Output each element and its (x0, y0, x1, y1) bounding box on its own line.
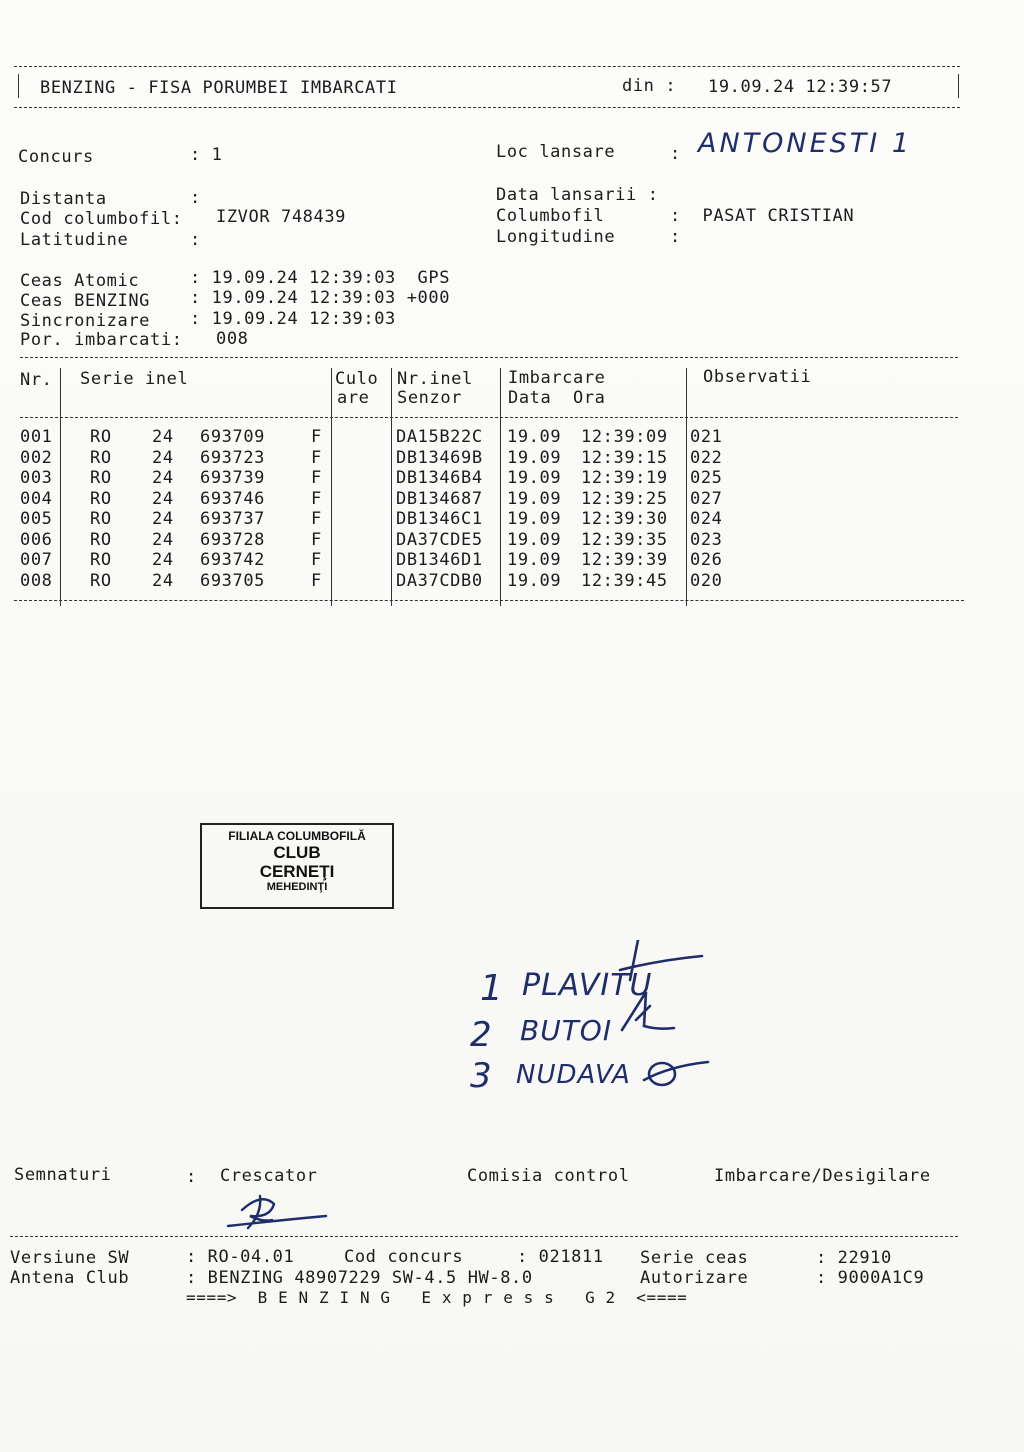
th-imbarcare-1: Imbarcare (508, 368, 606, 388)
cod-concurs-label: Cod concurs (344, 1247, 464, 1267)
row-inel-cell: 693709 (200, 427, 266, 447)
header-left-border (18, 74, 19, 98)
loc-lansare-handwritten: ANTONESTI 1 (698, 128, 913, 159)
concurs-value: : 1 (190, 145, 223, 165)
loc-lansare-label: Loc lansare (496, 142, 616, 162)
row-senzor-cell: DA37CDE5 (396, 529, 483, 550)
row-nr-cell: 001 (20, 427, 53, 447)
col-divider-culoare (391, 368, 392, 606)
row-ora-cell: 12:39:35 (581, 529, 668, 550)
row-sex-cell: F (311, 509, 322, 529)
row-senzor-cell: DB1346B4 (396, 468, 483, 488)
row-an-cell: 24 (152, 447, 174, 468)
col-divider-nr (60, 368, 61, 606)
row-nr-cell: 002 (20, 447, 53, 468)
columbofil-value: : PASAT CRISTIAN (670, 206, 855, 226)
serie-ceas-label: Serie ceas (640, 1248, 749, 1268)
row-inel-cell: 693728 (200, 529, 266, 550)
document-title: BENZING - FISA PORUMBEI IMBARCATI (40, 78, 398, 98)
row-ora-cell: 12:39:25 (581, 488, 668, 509)
por-imbarcati-label: Por. imbarcati: (20, 330, 183, 350)
row-senzor-cell: DB13469B (396, 447, 483, 468)
note-1-number: 1 (480, 968, 503, 1009)
club-stamp (200, 823, 394, 909)
row-senzor-cell: DB1346C1 (396, 509, 483, 529)
row-inel-cell: 693746 (200, 488, 266, 509)
cod-concurs-value: : 021811 (517, 1247, 604, 1267)
row-data-cell: 19.09 (507, 570, 562, 591)
row-tara-cell: RO (90, 509, 112, 529)
por-imbarcati-value: 008 (216, 329, 249, 349)
th-culoare-1: Culo (335, 369, 379, 389)
note-2-text: BUTOI (520, 1014, 613, 1047)
table-top-border (20, 357, 958, 358)
row-senzor-cell: DB1346D1 (396, 550, 483, 570)
ceas-benzing-label: Ceas BENZING (20, 291, 151, 311)
th-culoare-2: are (337, 388, 370, 408)
sincronizare-label: Sincronizare (20, 311, 151, 331)
autorizare-value: : 9000A1C9 (816, 1268, 925, 1288)
row-data-cell: 19.09 (507, 468, 562, 488)
row-an-cell: 24 (152, 550, 174, 570)
col-divider-senzor (500, 368, 501, 606)
row-tara-cell: RO (90, 468, 112, 488)
longitudine-label: Longitudine (496, 227, 616, 247)
row-an-cell: 24 (152, 570, 174, 591)
row-an-cell: 24 (152, 529, 174, 550)
ceas-benzing-value: : 19.09.24 12:39:03 +000 (190, 288, 451, 308)
ceas-atomic-value: : 19.09.24 12:39:03 GPS (190, 268, 451, 288)
row-nr-cell: 005 (20, 509, 53, 529)
row-nr-cell: 004 (20, 488, 53, 509)
row-data-cell: 19.09 (507, 447, 562, 468)
row-data-cell: 19.09 (507, 488, 562, 509)
row-sex-cell: F (311, 427, 322, 447)
din-label: din : (622, 76, 677, 96)
row-sex-cell: F (311, 529, 322, 550)
header-right-border (958, 74, 959, 98)
header-top-border (14, 66, 960, 67)
row-sex-cell: F (311, 570, 322, 591)
row-data-cell: 19.09 (507, 529, 562, 550)
row-inel-cell: 693705 (200, 570, 266, 591)
crescator-label: Crescator (220, 1166, 318, 1186)
versiune-sw-value: : RO-04.01 (186, 1247, 295, 1267)
row-sex-cell: F (311, 468, 322, 488)
row-obs-cell: 020 (690, 570, 723, 591)
latitudine-value: : (190, 230, 201, 250)
benzing-brand-line: ====> B E N Z I N G E x p r e s s G 2 <==== (186, 1288, 688, 1307)
row-ora-cell: 12:39:15 (581, 447, 668, 468)
concurs-label: Concurs (18, 147, 94, 167)
stamp-line-2: CLUB (273, 843, 321, 862)
row-sex-cell: F (311, 488, 322, 509)
row-data-cell: 19.09 (507, 509, 562, 529)
row-sex-cell: F (311, 447, 322, 468)
antena-club-label: Antena Club (10, 1268, 130, 1288)
semnaturi-colon: : (186, 1167, 197, 1187)
data-lansarii-label: Data lansarii : (496, 185, 659, 205)
semnaturi-label: Semnaturi (14, 1165, 112, 1185)
serie-ceas-value: : 22910 (816, 1248, 892, 1268)
longitudine-value: : (670, 227, 681, 247)
row-obs-cell: 021 (690, 427, 723, 447)
note-3-number: 3 (470, 1056, 492, 1096)
footer-top-border (10, 1236, 958, 1237)
row-data-cell: 19.09 (507, 427, 562, 447)
row-senzor-cell: DB134687 (396, 488, 483, 509)
row-tara-cell: RO (90, 427, 112, 447)
imbarcare-desigilare-label: Imbarcare/Desigilare (714, 1166, 931, 1186)
antena-club-value: : BENZING 48907229 SW-4.5 HW-8.0 (186, 1268, 533, 1288)
row-obs-cell: 027 (690, 488, 723, 509)
table-bottom-border (14, 600, 964, 601)
row-nr-cell: 003 (20, 468, 53, 488)
cod-columbofil-label: Cod columbofil: (20, 209, 183, 229)
row-ora-cell: 12:39:19 (581, 468, 668, 488)
th-nrinel-1: Nr.inel (397, 369, 473, 389)
row-obs-cell: 022 (690, 447, 723, 468)
stamp-line-4: MEHEDINŢI (266, 881, 328, 893)
distanta-label: Distanta (20, 189, 107, 209)
sincronizare-value: : 19.09.24 12:39:03 (190, 309, 396, 329)
row-data-cell: 19.09 (507, 550, 562, 570)
comisia-control-label: Comisia control (467, 1166, 630, 1186)
table-header-border (20, 417, 958, 418)
cod-columbofil-value: IZVOR 748439 (216, 207, 347, 227)
col-divider-imbarcare (686, 368, 687, 606)
row-ora-cell: 12:39:09 (581, 427, 668, 447)
row-obs-cell: 026 (690, 550, 723, 570)
autorizare-label: Autorizare (640, 1268, 749, 1288)
row-nr-cell: 008 (20, 570, 53, 591)
row-tara-cell: RO (90, 488, 112, 509)
row-nr-cell: 007 (20, 550, 53, 570)
note-3-text: NUDAVA (516, 1060, 631, 1090)
row-nr-cell: 006 (20, 529, 53, 550)
row-inel-cell: 693737 (200, 509, 266, 529)
row-tara-cell: RO (90, 550, 112, 570)
note-2-number: 2 (470, 1015, 492, 1055)
check-marks-drawing (610, 940, 720, 1090)
row-sex-cell: F (311, 550, 322, 570)
header-bottom-border (14, 107, 960, 108)
th-imbarcare-2: Data Ora (508, 388, 606, 408)
ceas-atomic-label: Ceas Atomic (20, 271, 140, 291)
row-inel-cell: 693742 (200, 550, 266, 570)
stamp-line-1: FILIALA COLUMBOFILĂ (228, 829, 366, 843)
row-an-cell: 24 (152, 488, 174, 509)
th-serie-inel: Serie inel (80, 369, 189, 389)
row-inel-cell: 693739 (200, 468, 266, 488)
row-tara-cell: RO (90, 570, 112, 591)
latitudine-label: Latitudine (20, 230, 129, 250)
row-tara-cell: RO (90, 529, 112, 550)
th-nr: Nr. (20, 370, 53, 390)
th-nrinel-2: Senzor (397, 388, 463, 408)
col-divider-serie (331, 368, 332, 606)
row-obs-cell: 024 (690, 509, 723, 529)
loc-lansare-colon: : (670, 144, 681, 164)
row-senzor-cell: DA37CDB0 (396, 570, 483, 591)
row-ora-cell: 12:39:30 (581, 509, 668, 529)
versiune-sw-label: Versiune SW (10, 1248, 130, 1268)
row-ora-cell: 12:39:45 (581, 570, 668, 591)
din-value: 19.09.24 12:39:57 (708, 77, 893, 97)
row-senzor-cell: DA15B22C (396, 427, 483, 447)
row-inel-cell: 693723 (200, 447, 266, 468)
row-obs-cell: 023 (690, 529, 723, 550)
stamp-line-3: CERNEŢI (259, 862, 335, 881)
row-ora-cell: 12:39:39 (581, 550, 668, 570)
distanta-value: : (190, 188, 201, 208)
row-an-cell: 24 (152, 468, 174, 488)
row-tara-cell: RO (90, 447, 112, 468)
note-1-text: PLAVITU (522, 968, 653, 1003)
row-an-cell: 24 (152, 509, 174, 529)
crescator-signature (222, 1190, 332, 1238)
row-an-cell: 24 (152, 427, 174, 447)
row-obs-cell: 025 (690, 468, 723, 488)
columbofil-label: Columbofil (496, 206, 605, 226)
th-observatii: Observatii (703, 367, 812, 387)
